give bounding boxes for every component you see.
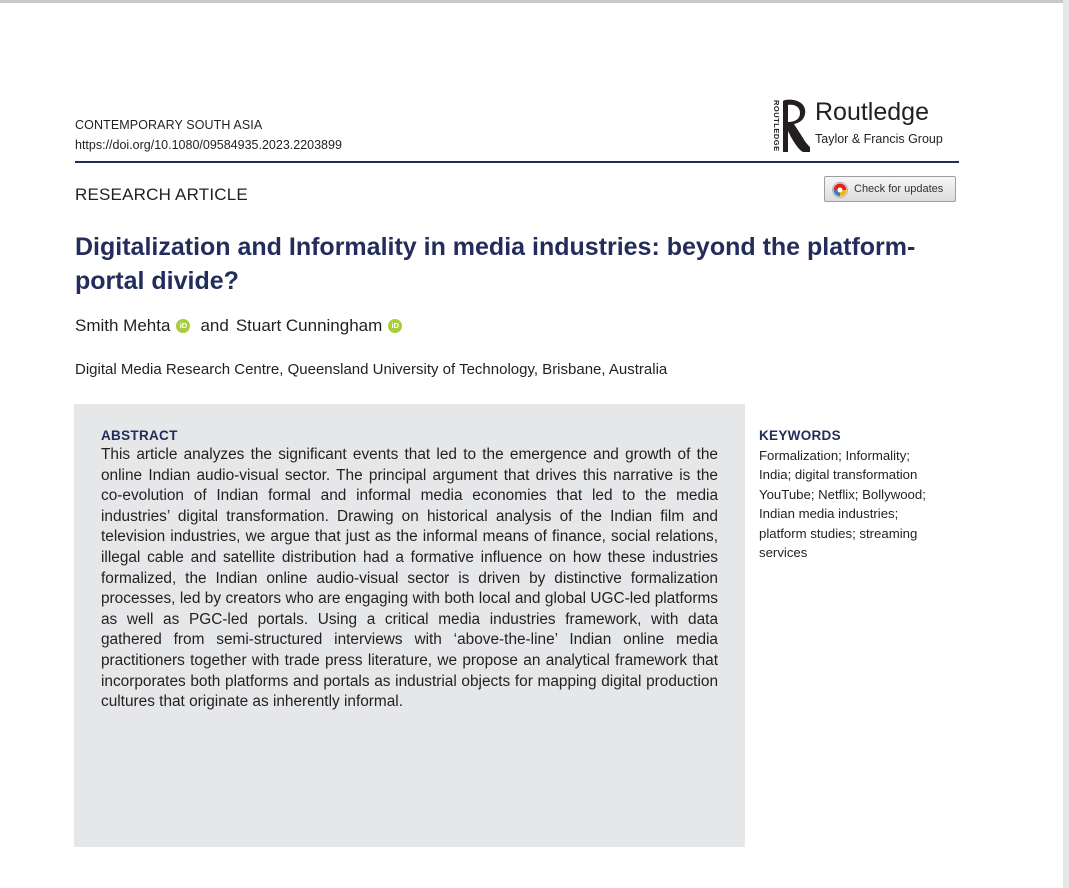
article-title: Digitalization and Informality in media industries: beyond the platform-portal divide? bbox=[75, 233, 916, 295]
author-name[interactable]: Smith Mehta bbox=[75, 316, 171, 335]
keywords-line: services bbox=[759, 545, 808, 561]
keywords-list bbox=[759, 446, 964, 562]
journal-name: CONTEMPORARY SOUTH ASIA bbox=[75, 118, 263, 132]
author-line bbox=[75, 316, 412, 336]
header-divider bbox=[75, 161, 959, 163]
keywords-line: YouTube; Netflix; Bollywood; bbox=[759, 486, 926, 502]
check-updates-label: Check for updates bbox=[854, 183, 944, 195]
orcid-icon[interactable]: iD bbox=[176, 319, 190, 333]
abstract-box bbox=[74, 404, 745, 847]
check-updates-button[interactable] bbox=[824, 176, 956, 202]
top-border bbox=[0, 0, 1069, 3]
logo-vertical-text: ROUTLEDGE bbox=[772, 100, 781, 152]
doi-link[interactable]: https://doi.org/10.1080/09584935.2023.2203899 bbox=[75, 138, 342, 152]
keywords-line: Indian media industries; bbox=[759, 506, 899, 522]
abstract-text: This article analyzes the significant events that led to the emergence and growth of the online Indian audio-visual sector. The principal argument that drives this narrative is the co-evolution of Indian formal and informal media economies that led to the media industries’ digital transformation. Drawing on historical analysis of the Indian film and television industries, we argue that just as the informal means of finance, social relations, illegal cable and satellite distribution had a formative influence on how these industries formalized, the Indian online audio-visual sector is driven by distinctive formalization processes, led by creators who are engaging with both local and global UGC-led platforms as well as PGC-led portals. Using a critical media industries framework, with data gathered from semi-structured interviews with ‘above-the-line’ Indian online media practitioners together with trade press literature, we propose an analytical framework that incorporates both platforms and portals as industrial objects for mapping digital production cultures that originate as inherently informal. bbox=[101, 446, 718, 711]
publisher-group: Taylor & Francis Group bbox=[815, 132, 943, 146]
keywords-line: India; digital transformation bbox=[759, 467, 918, 483]
page-edge bbox=[1063, 0, 1069, 888]
abstract-heading: ABSTRACT bbox=[101, 428, 178, 443]
author-affiliation: Digital Media Research Centre, Queensland University of Technology, Brisbane, Australia bbox=[75, 361, 668, 378]
article-type: RESEARCH ARTICLE bbox=[75, 185, 248, 204]
publisher-logo bbox=[765, 98, 960, 154]
publisher-brand: Routledge bbox=[815, 98, 929, 126]
author-connector: and bbox=[200, 316, 229, 335]
crossmark-icon bbox=[832, 182, 848, 198]
routledge-head-icon bbox=[781, 98, 811, 154]
orcid-icon[interactable]: iD bbox=[388, 319, 402, 333]
keywords-line: platform studies; streaming bbox=[759, 525, 918, 541]
keywords-heading: KEYWORDS bbox=[759, 428, 841, 443]
author-name[interactable]: Stuart Cunningham bbox=[235, 316, 383, 335]
keywords-line: Formalization; Informality; bbox=[759, 448, 910, 463]
